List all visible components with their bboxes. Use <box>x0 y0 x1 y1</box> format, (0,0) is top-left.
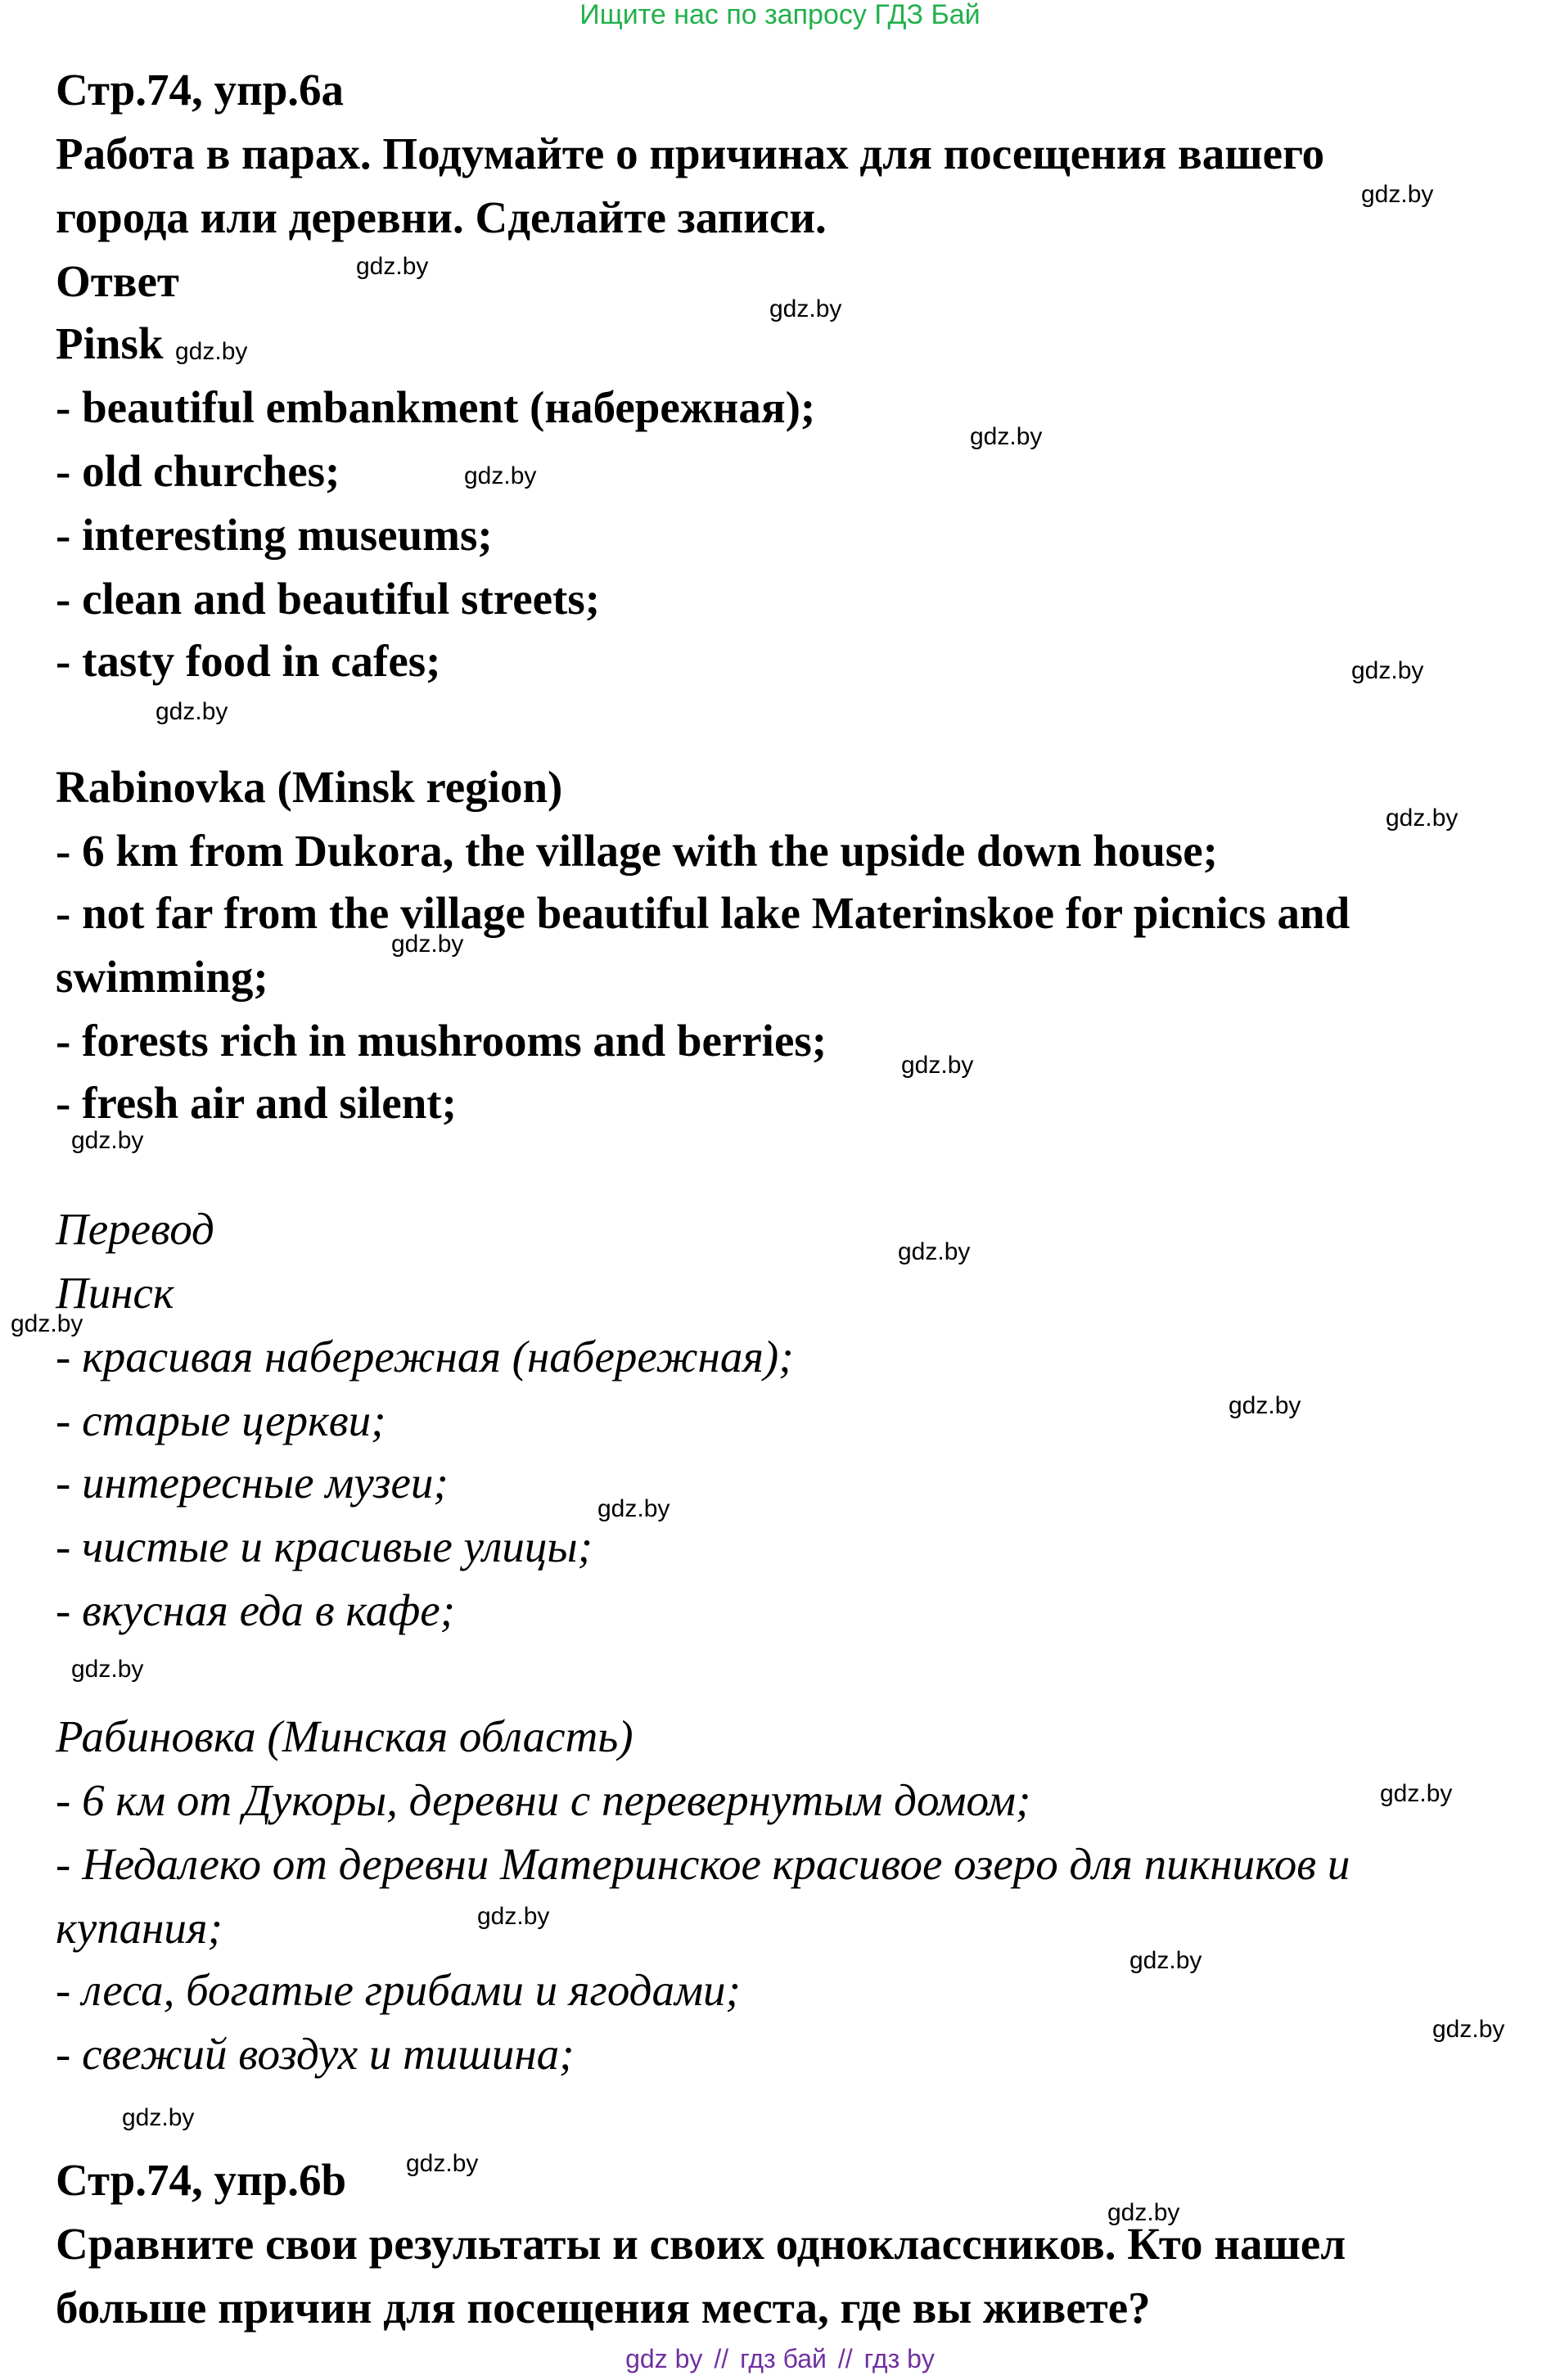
translation-pinsk-item-5: - вкусная еда в кафе; <box>56 1585 455 1635</box>
watermark: gdz.by <box>11 1310 83 1337</box>
exercise-b-title: Стр.74, упр.6b <box>56 2155 347 2205</box>
footer-links <box>0 2342 1560 2375</box>
exercise-a-title: Стр.74, упр.6а <box>56 65 345 115</box>
watermark: gdz.by <box>970 423 1043 450</box>
pinsk-item-5: - tasty food in cafes; <box>56 636 441 686</box>
watermark: gdz.by <box>898 1238 971 1265</box>
top-banner[interactable]: Ищите нас по запросу ГДЗ Бай <box>579 0 981 30</box>
footer-separator: // <box>714 2344 729 2373</box>
watermark: gdz.by <box>1386 805 1459 832</box>
translation-rabinovka-item-2-cont: купания; <box>56 1903 223 1953</box>
watermark: gdz.by <box>71 1127 144 1154</box>
rabinovka-heading: Rabinovka (Minsk region) <box>56 762 563 812</box>
footer-link-gdz-by[interactable]: gdz by <box>625 2344 703 2373</box>
pinsk-item-4: - clean and beautiful streets; <box>56 574 601 624</box>
translation-pinsk-item-1: - красивая набережная (набережная); <box>56 1332 794 1382</box>
pinsk-item-3: - interesting museums; <box>56 510 493 560</box>
watermark: gdz.by <box>901 1052 974 1079</box>
rabinovka-item-2-cont: swimming; <box>56 952 268 1002</box>
rabinovka-item-1: - 6 km from Dukora, the village with the upside down house; <box>56 826 1218 876</box>
rabinovka-item-2: - not far from the village beautiful lake Materinskoe for picnics and <box>56 888 1350 938</box>
watermark: gdz.by <box>406 2150 479 2177</box>
translation-rabinovka-item-4: - свежий воздух и тишина; <box>56 2029 575 2079</box>
rabinovka-item-3: - forests rich in mushrooms and berries; <box>56 1016 827 1066</box>
watermark: gdz.by <box>175 338 248 365</box>
translation-rabinovka-item-1: - 6 км от Дукоры, деревни с перевернутым домом; <box>56 1775 1031 1825</box>
watermark: gdz.by <box>1107 2199 1180 2226</box>
pinsk-item-2: - old churches; <box>56 446 340 496</box>
translation-pinsk-item-3: - интересные музеи; <box>56 1458 449 1508</box>
translation-rabinovka-item-3: - леса, богатые грибами и ягодами; <box>56 1965 741 2015</box>
watermark: gdz.by <box>1351 657 1424 684</box>
translation-pinsk-item-2: - старые церкви; <box>56 1395 386 1445</box>
watermark: gdz.by <box>597 1495 670 1522</box>
watermark: gdz.by <box>464 462 537 489</box>
footer-link-gdz-by-cyr[interactable]: гдз by <box>863 2344 935 2373</box>
watermark: gdz.by <box>769 295 842 322</box>
watermark: gdz.by <box>391 931 464 958</box>
pinsk-item-1: - beautiful embankment (набережная); <box>56 382 816 432</box>
translation-pinsk-heading: Пинск <box>56 1268 174 1318</box>
exercise-b-task-line-1: Сравните свои результаты и своих одноклассников. Кто нашел <box>56 2219 1346 2269</box>
footer-separator: // <box>837 2344 853 2373</box>
answer-label: Ответ <box>56 256 179 306</box>
exercise-a-task-line-1: Работа в парах. Подумайте о причинах для посещения вашего <box>56 128 1325 178</box>
exercise-a-task-line-2: города или деревни. Сделайте записи. <box>56 192 827 242</box>
watermark: gdz.by <box>477 1903 550 1930</box>
pinsk-heading: Pinsk <box>56 318 164 368</box>
watermark: gdz.by <box>122 2104 195 2131</box>
watermark: gdz.by <box>1129 1947 1202 1974</box>
translation-label: Перевод <box>56 1204 214 1254</box>
rabinovka-item-4: - fresh air and silent; <box>56 1078 457 1128</box>
translation-rabinovka-heading: Рабиновка (Минская область) <box>56 1711 633 1761</box>
translation-rabinovka-item-2: - Недалеко от деревни Материнское красивое озеро для пикников и <box>56 1839 1350 1889</box>
watermark: gdz.by <box>1432 2016 1505 2043</box>
translation-pinsk-item-4: - чистые и красивые улицы; <box>56 1521 593 1571</box>
watermark: gdz.by <box>156 698 228 725</box>
watermark: gdz.by <box>1361 181 1434 208</box>
watermark: gdz.by <box>1229 1392 1301 1419</box>
watermark: gdz.by <box>356 253 429 280</box>
footer-link-gdz-bai[interactable]: гдз бай <box>740 2344 827 2373</box>
watermark: gdz.by <box>71 1656 144 1683</box>
watermark: gdz.by <box>1380 1780 1453 1807</box>
exercise-b-task-line-2: больше причин для посещения места, где вы живете? <box>56 2283 1151 2333</box>
